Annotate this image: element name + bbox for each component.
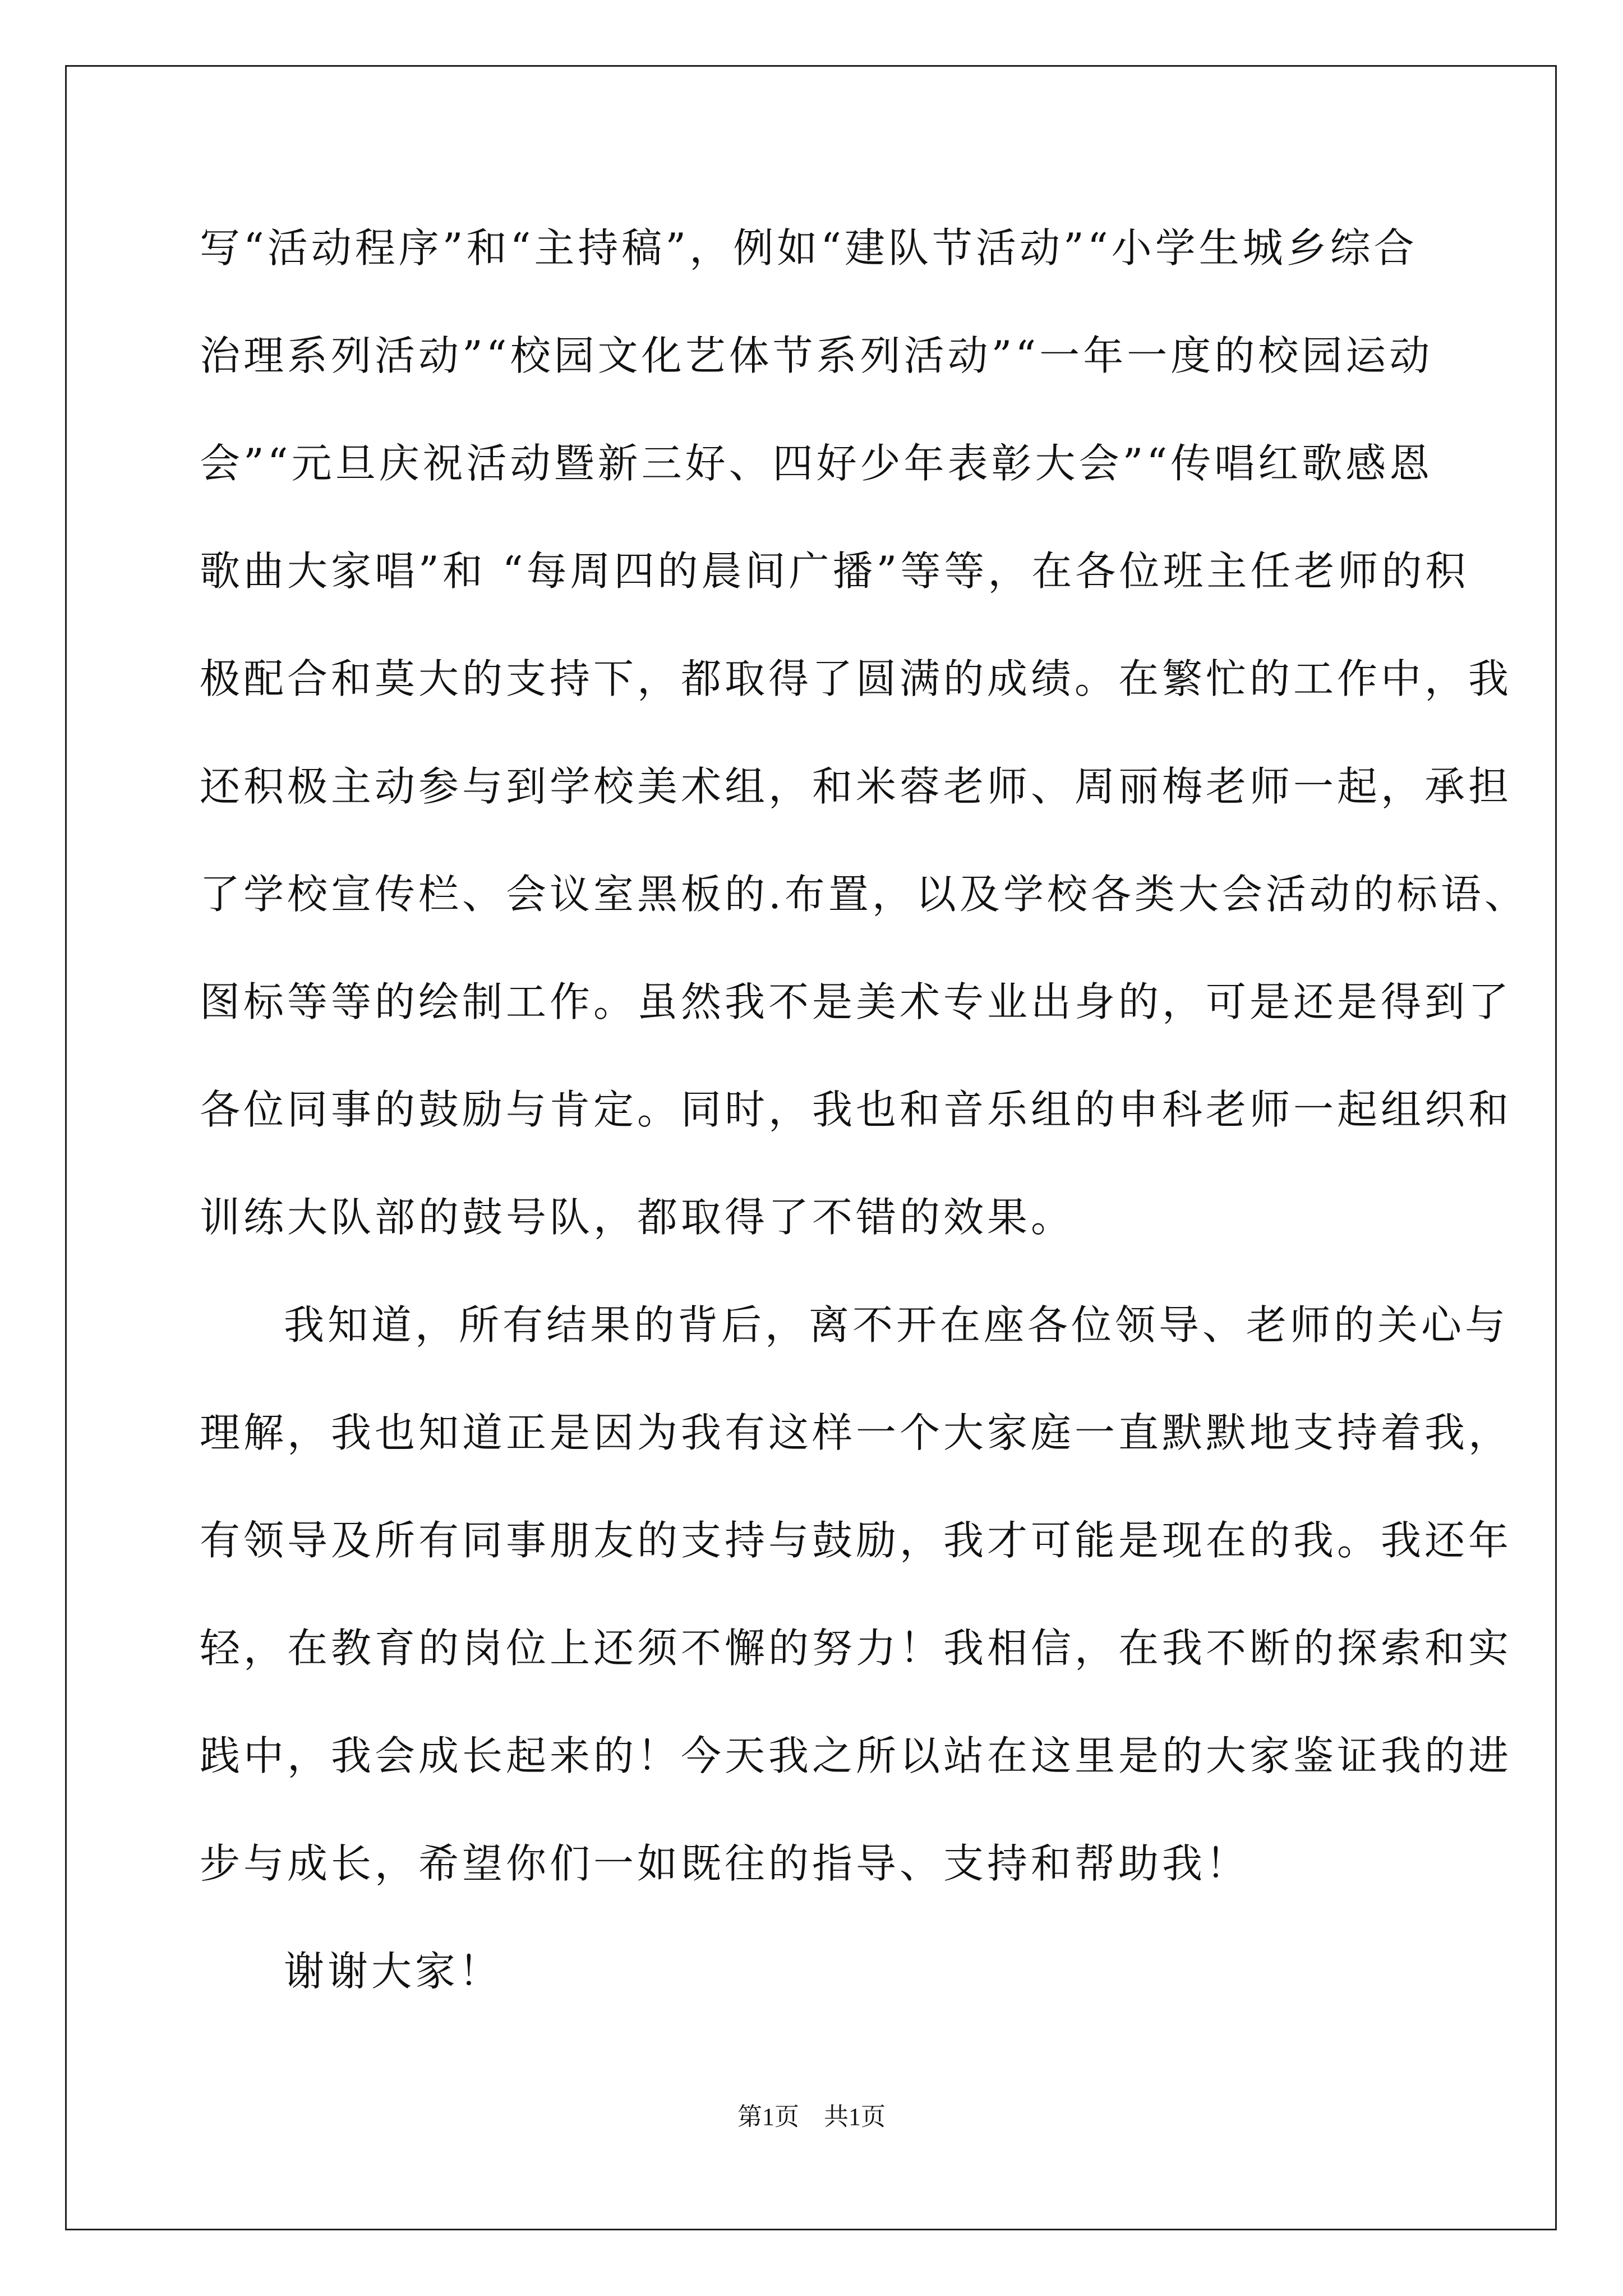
page-number: 第1页 共1页 [737, 2103, 886, 2131]
text-line: 有领导及所有同事朋友的支持与鼓励，我才可能是现在的我。我还年 [200, 1517, 1513, 1564]
text-line: 写“活动程序”和“主持稿”，例如“建队节活动”“小学生城乡综合 [200, 224, 1418, 272]
text-line: 还积极主动参与到学校美术组，和米蓉老师、周丽梅老师一起，承担 [200, 763, 1513, 810]
text-line: 治理系列活动”“校园文化艺体节系列活动”“一年一度的校园运动 [200, 332, 1433, 379]
text-line: 极配合和莫大的支持下，都取得了圆满的成绩。在繁忙的工作中，我 [200, 655, 1513, 702]
text-line: 训练大队部的鼓号队，都取得了不错的效果。 [200, 1194, 1075, 1241]
text-line: 各位同事的鼓励与肯定。同时，我也和音乐组的申科老师一起组织和 [200, 1086, 1513, 1133]
page-border [65, 65, 1557, 2230]
text-line: 践中，我会成长起来的！今天我之所以站在这里是的大家鉴证我的进 [200, 1732, 1513, 1779]
text-line: 了学校宣传栏、会议室黑板的.布置，以及学校各类大会活动的标语、 [200, 871, 1528, 918]
paragraph-start-line: 我知道，所有结果的背后，离不开在座各位领导、老师的关心与 [284, 1301, 1509, 1349]
text-line: 轻，在教育的岗位上还须不懈的努力！我相信，在我不断的探索和实 [200, 1625, 1513, 1672]
text-line: 步与成长，希望你们一如既往的指导、支持和帮助我！ [200, 1840, 1250, 1887]
closing-line: 谢谢大家！ [284, 1948, 503, 1995]
text-line: 图标等等的绘制工作。虽然我不是美术专业出身的，可是还是得到了 [200, 978, 1513, 1025]
text-line: 会”“元旦庆祝活动暨新三好、四好少年表彰大会”“传唱红歌感恩 [200, 440, 1433, 487]
text-line: 理解，我也知道正是因为我有这样一个大家庭一直默默地支持着我， [200, 1409, 1513, 1456]
text-line: 歌曲大家唱”和 “每周四的晨间广播”等等，在各位班主任老师的积 [200, 547, 1469, 595]
